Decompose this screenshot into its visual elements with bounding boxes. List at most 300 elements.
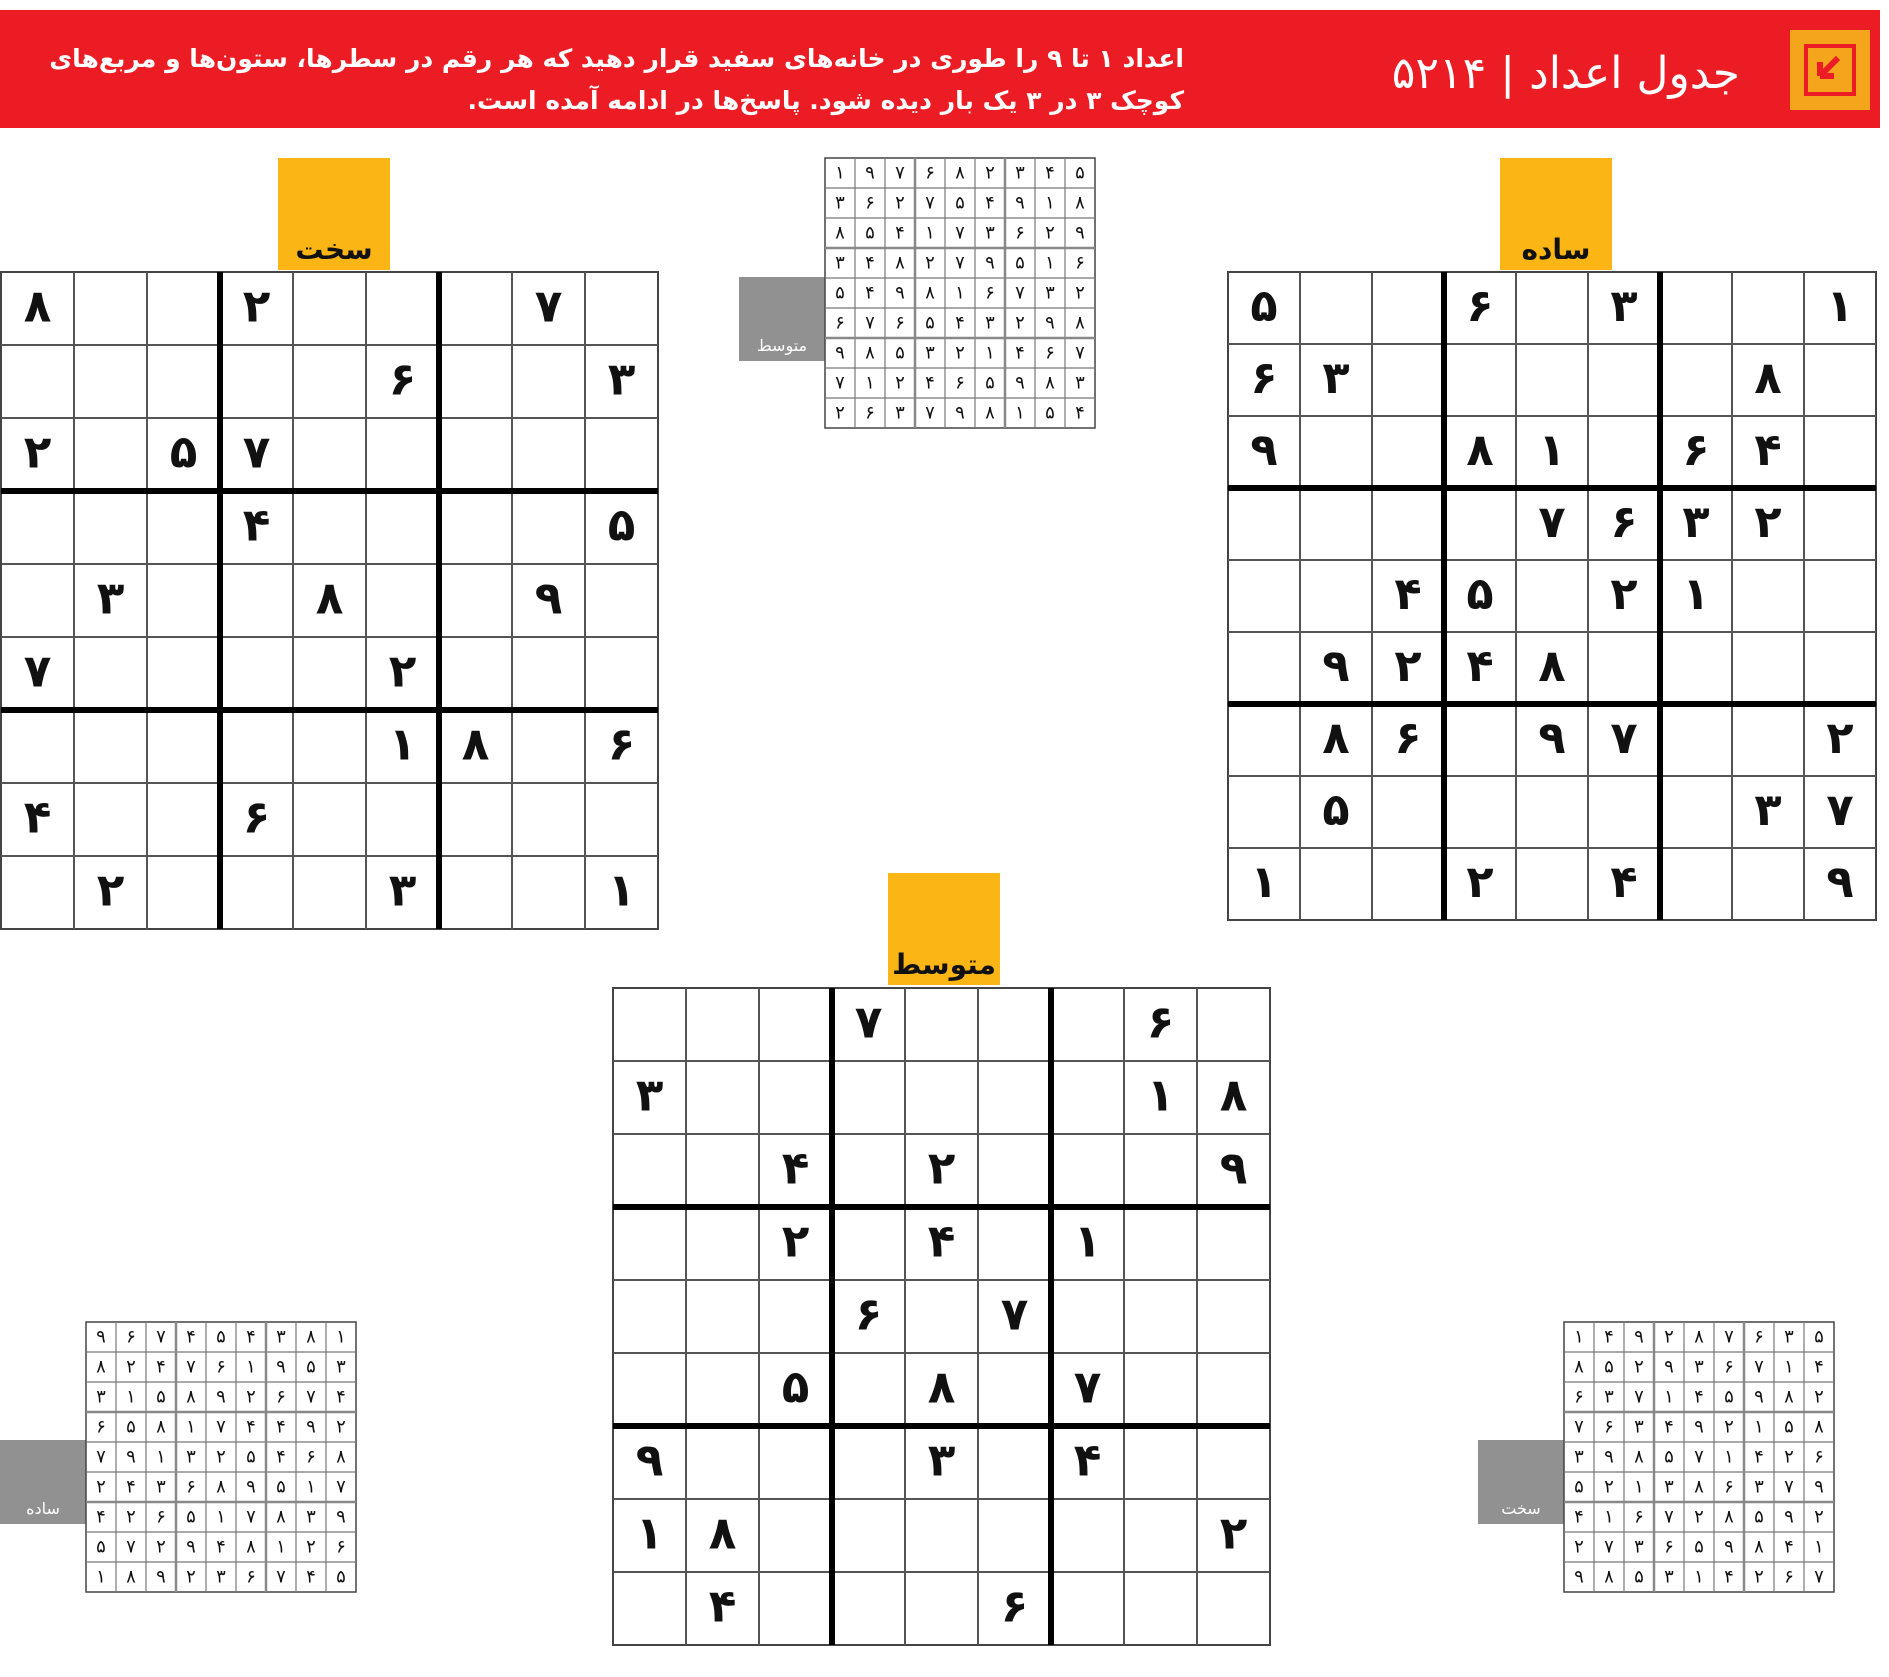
cell-digit: ۳: [1634, 1416, 1644, 1438]
cell-digit: ۳: [388, 863, 417, 917]
cell-digit: ۸: [315, 571, 344, 625]
cell-digit: ۵: [835, 282, 845, 304]
cell-digit: ۴: [276, 1446, 286, 1468]
cell-digit: ۴: [1610, 855, 1638, 908]
cell-digit: ۳: [835, 192, 845, 214]
series-name: جدول اعداد: [1529, 48, 1740, 99]
cell-digit: ۹: [1574, 1566, 1584, 1588]
cell-digit: ۴: [955, 312, 965, 334]
cell-digit: ۱: [1682, 567, 1710, 620]
cell-digit: ۸: [1219, 1068, 1248, 1122]
cell-digit: ۷: [955, 222, 965, 244]
cell-digit: ۲: [126, 1356, 136, 1378]
cell-digit: ۲: [306, 1536, 316, 1558]
cell-digit: ۵: [126, 1416, 136, 1438]
cell-digit: ۵: [186, 1506, 196, 1528]
cell-digit: ۷: [925, 402, 935, 424]
cell-digit: ۶: [1146, 995, 1175, 1049]
cell-digit: ۹: [216, 1386, 226, 1408]
cell-digit: ۸: [126, 1566, 136, 1588]
cell-digit: ۳: [1604, 1386, 1614, 1408]
cell-digit: ۲: [1045, 222, 1055, 244]
cell-digit: ۱: [186, 1416, 196, 1438]
cell-digit: ۷: [1538, 495, 1566, 548]
answer-grid-easy: [86, 1322, 356, 1592]
cell-digit: ۷: [925, 192, 935, 214]
cell-digit: ۷: [1073, 1360, 1102, 1414]
cell-digit: ۸: [23, 279, 52, 333]
cell-digit: ۹: [1724, 1536, 1734, 1558]
sudoku-grid-hard: [1, 272, 658, 929]
cell-digit: ۹: [246, 1476, 256, 1498]
cell-digit: ۲: [156, 1536, 166, 1558]
puzzle-grid-lines: [1, 272, 658, 929]
cell-digit: ۴: [1073, 1433, 1102, 1487]
cell-digit: ۵: [1015, 252, 1025, 274]
cell-digit: ۷: [1754, 1356, 1764, 1378]
puzzle-tab-easy: [1500, 158, 1612, 270]
cell-digit: ۷: [1724, 1326, 1734, 1348]
cell-digit: ۸: [96, 1356, 106, 1378]
cell-digit: ۵: [1784, 1416, 1794, 1438]
cell-digit: ۹: [1604, 1446, 1614, 1468]
cell-digit: ۶: [96, 1416, 106, 1438]
cell-digit: ۵: [1724, 1386, 1734, 1408]
cell-digit: ۷: [216, 1416, 226, 1438]
puzzle-tab-hard: [278, 158, 390, 270]
cell-digit: ۴: [1784, 1536, 1794, 1558]
cell-digit: ۸: [1754, 1536, 1764, 1558]
cell-digit: ۸: [895, 252, 905, 274]
cell-digit: ۶: [1045, 342, 1055, 364]
cell-digit: ۵: [246, 1446, 256, 1468]
cell-digit: ۳: [1784, 1326, 1794, 1348]
cell-digit: ۵: [1664, 1446, 1674, 1468]
cell-digit: ۶: [1682, 423, 1710, 476]
cell-digit: ۹: [1634, 1326, 1644, 1348]
cell-digit: ۸: [708, 1506, 737, 1560]
cell-digit: ۳: [1664, 1566, 1674, 1588]
cell-digit: ۶: [1754, 1326, 1764, 1348]
cell-digit: ۳: [1664, 1476, 1674, 1498]
cell-digit: ۹: [895, 282, 905, 304]
cell-digit: ۵: [1045, 402, 1055, 424]
cell-digit: ۸: [216, 1476, 226, 1498]
cell-digit: ۳: [1045, 282, 1055, 304]
cell-digit: ۵: [1075, 162, 1085, 184]
puzzle-label-hard: سخت: [295, 233, 373, 266]
cell-digit: ۴: [925, 372, 935, 394]
cell-digit: ۹: [186, 1536, 196, 1558]
cell-digit: ۱: [276, 1536, 286, 1558]
answer-tab-easy: [0, 1440, 86, 1524]
cell-digit: ۳: [1754, 783, 1782, 836]
cell-digit: ۷: [126, 1536, 136, 1558]
cell-digit: ۶: [895, 312, 905, 334]
cell-digit: ۴: [781, 1141, 810, 1195]
cell-digit: ۳: [1015, 162, 1025, 184]
cell-digit: ۴: [985, 192, 995, 214]
cell-digit: ۱: [1073, 1214, 1102, 1268]
cell-digit: ۶: [925, 162, 935, 184]
cell-digit: ۷: [1610, 711, 1638, 764]
cell-digit: ۲: [388, 644, 417, 698]
cell-digit: ۸: [1466, 423, 1494, 476]
cell-digit: ۶: [835, 312, 845, 334]
header-banner: [0, 10, 1880, 128]
cell-digit: ۹: [156, 1566, 166, 1588]
cell-digit: ۸: [276, 1506, 286, 1528]
cell-digit: ۱: [835, 162, 845, 184]
cell-digit: ۸: [1784, 1386, 1794, 1408]
cell-digit: ۴: [242, 498, 271, 552]
cell-digit: ۴: [126, 1476, 136, 1498]
cell-digit: ۷: [895, 162, 905, 184]
cell-digit: ۳: [985, 312, 995, 334]
cell-digit: ۱: [1694, 1566, 1704, 1588]
cell-digit: ۱: [955, 282, 965, 304]
cell-digit: ۹: [126, 1446, 136, 1468]
cell-digit: ۴: [1604, 1326, 1614, 1348]
cell-digit: ۴: [246, 1326, 256, 1348]
cell-digit: ۷: [1826, 783, 1854, 836]
cell-digit: ۴: [1466, 639, 1494, 692]
cell-digit: ۶: [276, 1386, 286, 1408]
cell-digit: ۹: [1219, 1141, 1248, 1195]
cell-digit: ۴: [1045, 162, 1055, 184]
cell-digit: ۴: [865, 282, 875, 304]
cell-digit: ۸: [1694, 1476, 1704, 1498]
cell-digit: ۲: [186, 1566, 196, 1588]
cell-digit: ۸: [1075, 312, 1085, 334]
cell-digit: ۶: [1784, 1566, 1794, 1588]
cell-digit: ۱: [1724, 1446, 1734, 1468]
cell-digit: ۴: [927, 1214, 956, 1268]
cell-digit: ۴: [216, 1536, 226, 1558]
cell-digit: ۱: [1015, 402, 1025, 424]
cell-digit: ۶: [126, 1326, 136, 1348]
cell-digit: ۶: [1634, 1506, 1644, 1528]
cell-digit: ۹: [955, 402, 965, 424]
cell-digit: ۸: [1814, 1416, 1824, 1438]
cell-digit: ۴: [895, 222, 905, 244]
cell-digit: ۴: [23, 790, 52, 844]
cell-digit: ۹: [985, 252, 995, 274]
cell-digit: ۶: [336, 1536, 346, 1558]
cell-digit: ۸: [1075, 192, 1085, 214]
cell-digit: ۴: [1574, 1506, 1584, 1528]
cell-digit: ۳: [336, 1356, 346, 1378]
cell-digit: ۵: [955, 192, 965, 214]
cell-digit: ۸: [865, 342, 875, 364]
cell-digit: ۵: [306, 1356, 316, 1378]
cell-digit: ۳: [1682, 495, 1710, 548]
cell-digit: ۱: [925, 222, 935, 244]
cell-digit: ۵: [925, 312, 935, 334]
cell-digit: ۵: [781, 1360, 810, 1414]
cell-digit: ۳: [216, 1566, 226, 1588]
logo: [1790, 30, 1870, 110]
cell-digit: ۳: [96, 571, 125, 625]
cell-digit: ۶: [306, 1446, 316, 1468]
cell-digit: ۷: [1694, 1446, 1704, 1468]
cell-digit: ۹: [1538, 711, 1566, 764]
cell-digit: ۹: [1075, 222, 1085, 244]
cell-digit: ۶: [186, 1476, 196, 1498]
cell-digit: ۷: [242, 425, 271, 479]
series-number: ۵۲۱۴: [1391, 48, 1487, 99]
cell-digit: ۱: [1784, 1356, 1794, 1378]
cell-digit: ۸: [186, 1386, 196, 1408]
cell-digit: ۶: [242, 790, 271, 844]
cell-digit: ۲: [1466, 855, 1494, 908]
cell-digit: ۹: [635, 1433, 664, 1487]
cell-digit: ۲: [781, 1214, 810, 1268]
cell-digit: ۲: [1015, 312, 1025, 334]
cell-digit: ۲: [985, 162, 995, 184]
cell-digit: ۷: [246, 1506, 256, 1528]
cell-digit: ۲: [1075, 282, 1085, 304]
cell-digit: ۲: [1664, 1326, 1674, 1348]
puzzle-label-medium: متوسط: [892, 948, 996, 981]
cell-digit: ۱: [216, 1506, 226, 1528]
instructions-text: اعداد ۱ تا ۹ را طوری در خانه‌های سفید قرار دهید که هر رقم در سطرها، ستون‌ها و مربع‌های کوچک ۳ در ۳ یک بار دیده شود. پاسخ‌ها در ادامه آمده است.: [49, 44, 1184, 115]
cell-digit: ۸: [1634, 1446, 1644, 1468]
cell-digit: ۵: [1466, 567, 1494, 620]
cell-digit: ۲: [246, 1386, 256, 1408]
cell-digit: ۹: [306, 1416, 316, 1438]
cell-digit: ۱: [1045, 252, 1055, 274]
cell-digit: ۴: [1394, 567, 1422, 620]
cell-digit: ۲: [1219, 1506, 1248, 1560]
cell-digit: ۶: [1574, 1386, 1584, 1408]
cell-digit: ۴: [1754, 423, 1782, 476]
cell-digit: ۷: [835, 372, 845, 394]
cell-digit: ۶: [1466, 279, 1494, 332]
cell-digit: ۵: [1694, 1536, 1704, 1558]
sudoku-grid-easy: [1228, 272, 1876, 920]
cell-digit: ۲: [1724, 1416, 1734, 1438]
cell-digit: ۲: [895, 192, 905, 214]
cell-digit: ۳: [1610, 279, 1638, 332]
cell-digit: ۸: [925, 282, 935, 304]
cell-digit: ۶: [1075, 252, 1085, 274]
cell-digit: ۵: [607, 498, 636, 552]
cell-digit: ۵: [276, 1476, 286, 1498]
cell-digit: ۵: [895, 342, 905, 364]
puzzle-grid-lines: [613, 988, 1270, 1645]
cell-digit: ۴: [186, 1326, 196, 1348]
cell-digit: ۸: [1604, 1566, 1614, 1588]
cell-digit: ۶: [216, 1356, 226, 1378]
cell-digit: ۳: [156, 1476, 166, 1498]
cell-digit: ۷: [23, 644, 52, 698]
cell-digit: ۵: [1754, 1506, 1764, 1528]
answer-label-hard: سخت: [1501, 1499, 1541, 1518]
cell-digit: ۵: [1574, 1476, 1584, 1498]
cell-digit: ۲: [955, 342, 965, 364]
cell-digit: ۱: [1826, 279, 1854, 332]
cell-digit: ۲: [895, 372, 905, 394]
cell-digit: ۲: [1754, 1566, 1764, 1588]
answer-label-medium: متوسط: [756, 336, 808, 355]
cell-digit: ۱: [96, 1566, 106, 1588]
cell-digit: ۶: [1000, 1579, 1029, 1633]
cell-digit: ۲: [835, 402, 845, 424]
cell-digit: ۷: [96, 1446, 106, 1468]
cell-digit: ۳: [96, 1386, 106, 1408]
answer-grid-lines: [1564, 1322, 1834, 1592]
cell-digit: ۵: [1250, 279, 1278, 332]
cell-digit: ۱: [1754, 1416, 1764, 1438]
cell-digit: ۳: [276, 1326, 286, 1348]
cell-digit: ۴: [96, 1506, 106, 1528]
cell-digit: ۶: [985, 282, 995, 304]
cell-digit: ۳: [925, 342, 935, 364]
cell-digit: ۸: [156, 1416, 166, 1438]
cell-digit: ۶: [1724, 1356, 1734, 1378]
cell-digit: ۴: [1015, 342, 1025, 364]
cell-digit: ۴: [1075, 402, 1085, 424]
cell-digit: ۷: [854, 995, 883, 1049]
cell-digit: ۲: [23, 425, 52, 479]
cell-digit: ۹: [1664, 1356, 1674, 1378]
cell-digit: ۱: [865, 372, 875, 394]
cell-digit: ۵: [865, 222, 875, 244]
cell-digit: ۱: [1664, 1386, 1674, 1408]
cell-digit: ۶: [246, 1566, 256, 1588]
cell-digit: ۹: [1784, 1506, 1794, 1528]
sudoku-grid-medium: [613, 988, 1270, 1645]
cell-digit: ۱: [1814, 1536, 1824, 1558]
cell-digit: ۸: [927, 1360, 956, 1414]
cell-digit: ۹: [1694, 1416, 1704, 1438]
cell-digit: ۵: [96, 1536, 106, 1558]
cell-digit: ۷: [1015, 282, 1025, 304]
cell-digit: ۱: [607, 863, 636, 917]
cell-digit: ۹: [1322, 639, 1350, 692]
cell-digit: ۱: [1146, 1068, 1175, 1122]
cell-digit: ۴: [1754, 1446, 1764, 1468]
cell-digit: ۴: [246, 1416, 256, 1438]
cell-digit: ۷: [865, 312, 875, 334]
cell-digit: ۹: [1826, 855, 1854, 908]
answer-grid-lines: [86, 1322, 356, 1592]
cell-digit: ۶: [1015, 222, 1025, 244]
cell-digit: ۸: [985, 402, 995, 424]
cell-digit: ۷: [955, 252, 965, 274]
cell-digit: ۷: [306, 1386, 316, 1408]
cell-digit: ۷: [1574, 1416, 1584, 1438]
cell-digit: ۷: [276, 1566, 286, 1588]
cell-digit: ۵: [169, 425, 198, 479]
cell-digit: ۶: [955, 372, 965, 394]
cell-digit: ۱: [306, 1476, 316, 1498]
cell-digit: ۵: [1634, 1566, 1644, 1588]
cell-digit: ۲: [1574, 1536, 1584, 1558]
cell-digit: ۶: [1814, 1446, 1824, 1468]
cell-digit: ۸: [955, 162, 965, 184]
cell-digit: ۹: [1814, 1476, 1824, 1498]
cell-digit: ۲: [1814, 1386, 1824, 1408]
cell-digit: ۴: [865, 252, 875, 274]
cell-digit: ۷: [534, 279, 563, 333]
cell-digit: ۳: [927, 1433, 956, 1487]
cell-digit: ۸: [1322, 711, 1350, 764]
cell-digit: ۲: [1784, 1446, 1794, 1468]
cell-digit: ۳: [186, 1446, 196, 1468]
cell-digit: ۸: [1754, 351, 1782, 404]
cell-digit: ۹: [534, 571, 563, 625]
cell-digit: ۶: [1664, 1536, 1674, 1558]
cell-digit: ۲: [336, 1416, 346, 1438]
cell-digit: ۱: [246, 1356, 256, 1378]
cell-digit: ۸: [1724, 1506, 1734, 1528]
cell-digit: ۷: [1604, 1536, 1614, 1558]
cell-digit: ۲: [96, 1476, 106, 1498]
answer-label-easy: ساده: [26, 1499, 60, 1518]
cell-digit: ۵: [1604, 1356, 1614, 1378]
cell-digit: ۱: [635, 1506, 664, 1560]
cell-digit: ۲: [126, 1506, 136, 1528]
cell-digit: ۵: [1814, 1326, 1824, 1348]
cell-digit: ۵: [985, 372, 995, 394]
cell-digit: ۶: [1610, 495, 1638, 548]
cell-digit: ۱: [126, 1386, 136, 1408]
cell-digit: ۹: [336, 1506, 346, 1528]
cell-digit: ۶: [1394, 711, 1422, 764]
cell-digit: ۸: [1045, 372, 1055, 394]
cell-digit: ۷: [1784, 1476, 1794, 1498]
cell-digit: ۷: [1634, 1386, 1644, 1408]
cell-digit: ۳: [1574, 1446, 1584, 1468]
cell-digit: ۴: [1814, 1356, 1824, 1378]
cell-digit: ۱: [1574, 1326, 1584, 1348]
cell-digit: ۲: [1634, 1356, 1644, 1378]
cell-digit: ۸: [835, 222, 845, 244]
cell-digit: ۳: [1075, 372, 1085, 394]
cell-digit: ۷: [156, 1326, 166, 1348]
cell-digit: ۳: [306, 1506, 316, 1528]
cell-digit: ۴: [1724, 1566, 1734, 1588]
cell-digit: ۳: [835, 252, 845, 274]
cell-digit: ۲: [96, 863, 125, 917]
cell-digit: ۱: [1538, 423, 1566, 476]
puzzle-label-easy: ساده: [1521, 233, 1591, 266]
cell-digit: ۸: [461, 717, 490, 771]
cell-digit: ۷: [186, 1356, 196, 1378]
cell-digit: ۳: [607, 352, 636, 406]
cell-digit: ۳: [635, 1068, 664, 1122]
cell-digit: ۶: [1250, 351, 1278, 404]
answer-grid-hard: [1564, 1322, 1834, 1592]
cell-digit: ۴: [306, 1566, 316, 1588]
cell-digit: ۲: [1754, 495, 1782, 548]
cell-digit: ۷: [1075, 342, 1085, 364]
cell-digit: ۹: [1045, 312, 1055, 334]
cell-digit: ۲: [1604, 1476, 1614, 1498]
cell-digit: ۹: [1754, 1386, 1764, 1408]
puzzle-grid-lines: [1228, 272, 1876, 920]
cell-digit: ۲: [1610, 567, 1638, 620]
cell-digit: ۶: [1724, 1476, 1734, 1498]
cell-digit: ۱: [1634, 1476, 1644, 1498]
cell-digit: ۸: [1694, 1326, 1704, 1348]
cell-digit: ۴: [1664, 1416, 1674, 1438]
answer-tab-hard: [1478, 1440, 1564, 1524]
cell-digit: ۶: [156, 1506, 166, 1528]
cell-digit: ۶: [607, 717, 636, 771]
